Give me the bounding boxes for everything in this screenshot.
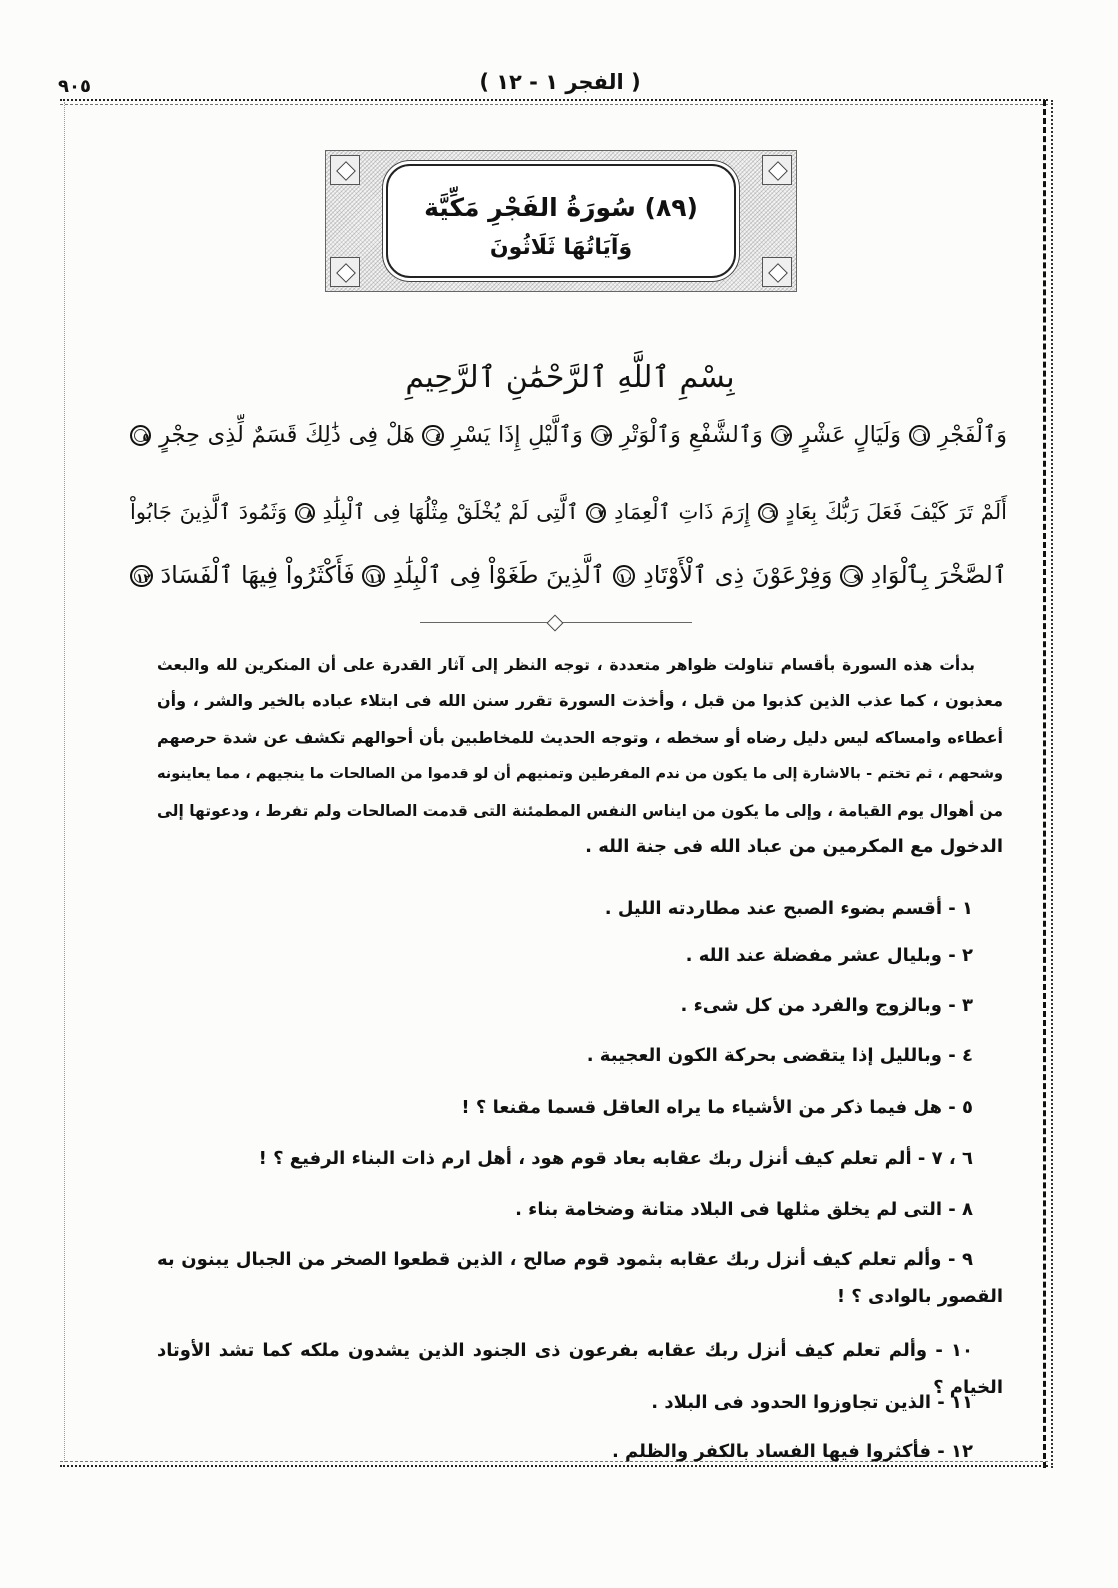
verse-number-marker: ٩	[840, 565, 863, 588]
verse-line	[130, 405, 1007, 465]
verse-explanation: ٦ ، ٧ - ألم تعلم كيف أنزل ربك عقابه بعاد قوم هود ، أهل ارم ذات البناء الرفيع ؟ !	[258, 1148, 973, 1169]
verse-text: وَثَمُودَ ٱلَّذِينَ جَابُواْ	[130, 500, 288, 524]
frame-right-border	[1043, 100, 1053, 1468]
verse-text: أَلَمْ تَرَ كَيْفَ فَعَلَ رَبُّكَ بِعَادٍ	[785, 500, 1007, 524]
verse-number-marker: ٧	[586, 503, 606, 523]
verse-text: وَٱلشَّفْعِ وَٱلْوَتْرِ	[619, 422, 763, 448]
banner-corner-ornament	[762, 257, 792, 287]
introduction-line: من أهوال يوم القيامة ، وإلى ما يكون من ايناس النفس المطمئنة التى قدمت الصالحات ولم تفرط ، ودعوتها إلى	[157, 801, 1003, 820]
verse-number-marker: ١١	[362, 565, 385, 588]
banner-corner-ornament	[330, 155, 360, 185]
introduction-line: بدأت هذه السورة بأقسام تناولت ظواهر متعددة ، توجه النظر إلى آثار القدرة على أن المنكرين لله والبعث	[157, 656, 975, 674]
verse-explanation: ١٢ - فأكثروا فيها الفساد بالكفر والظلم .	[611, 1441, 973, 1462]
verse-explanation: ١٠ - وألم تعلم كيف أنزل ربك عقابه بفرعون ذى الجنود الذين يشدون ملكه كما تشد الأوتاد الخيام ؟	[157, 1340, 1003, 1398]
verse-line	[130, 545, 1007, 605]
verse-text: وَفِرْعَوْنَ ذِى ٱلْأَوْتَادِ	[643, 561, 833, 589]
introduction-line: معذبون ، كما عذب الذين كذبوا من قبل ، وأخذت السورة تقرر سنن الله فى ابتلاء عباده بالخير والشر ، وأن	[157, 691, 1003, 711]
verse-explanation: ١ - أقسم بضوء الصبح عند مطاردته الليل .	[604, 898, 973, 919]
frame-left-border	[64, 102, 65, 1462]
verse-number-marker: ٨	[295, 503, 315, 523]
verse-text: هَلْ فِى ذَٰلِكَ قَسَمٌ لِّذِى حِجْرٍ	[159, 422, 415, 448]
verse-number-marker: ٦	[758, 503, 778, 523]
banner-corner-ornament	[762, 155, 792, 185]
verse-explanation: ٤ - وبالليل إذا يتقضى بحركة الكون العجيبة .	[586, 1045, 973, 1066]
introduction-line: الدخول مع المكرمين من عباد الله فى جنة الله .	[585, 836, 1003, 858]
verse-explanation: ٢ - وبليال عشر مفضلة عند الله .	[685, 945, 973, 966]
verse-text: ٱلَّتِى لَمْ يُخْلَقْ مِثْلُهَا فِى ٱلْبِلَٰدِ	[322, 500, 579, 524]
verse-explanation: ٣ - وبالزوج والفرد من كل شىء .	[680, 995, 973, 1016]
surah-verse-count: وَآيَاتُهَا ثَلَاثُونَ	[489, 235, 633, 260]
verse-explanation: ٩ - وألم تعلم كيف أنزل ربك عقابه بثمود قوم صالح ، الذين قطعوا الصخر من الجبال يبنون به القصور بالوادى ؟ !	[157, 1249, 1003, 1307]
divider-ornament-icon	[547, 615, 564, 632]
verse-explanation: ١١ - الذين تجاوزوا الحدود فى البلاد .	[651, 1392, 973, 1413]
verse-number-marker: ١٢	[130, 565, 153, 588]
basmala: بِسْمِ ٱللَّهِ ٱلرَّحْمَٰنِ ٱلرَّحِيمِ	[405, 360, 735, 395]
verse-text: ٱلَّذِينَ طَغَوْاْ فِى ٱلْبِلَٰدِ	[392, 561, 605, 589]
verse-text: وَٱلْفَجْرِ	[937, 422, 1008, 448]
verse-number-marker: ٢	[771, 425, 792, 446]
surah-banner-panel	[386, 164, 736, 278]
section-divider	[420, 622, 692, 623]
introduction-line: وشحهم ، ثم تختم - بالاشارة إلى ما يكون من ندم المفرطين وتمنيهم أن لو قدموا من الصالحات ما ينجيهم ، مما يعاينونه	[157, 766, 1003, 783]
frame-top-border	[60, 99, 1048, 105]
verse-text: إِرَمَ ذَاتِ ٱلْعِمَادِ	[614, 500, 751, 524]
banner-corner-ornament	[330, 257, 360, 287]
page-number: ٩٠٥	[58, 76, 91, 97]
running-header-title: ( الفجر ١ - ١٢ )	[479, 70, 641, 94]
surah-title: (٨٩) سُورَةُ الفَجْرِ مَكِّيَّة	[424, 193, 698, 222]
verse-number-marker: ١	[909, 425, 930, 446]
verse-number-marker: ٥	[130, 425, 151, 446]
verse-number-marker: ١٠	[613, 565, 636, 588]
verse-text: فَأَكْثَرُواْ فِيهَا ٱلْفَسَادَ	[160, 561, 355, 589]
verse-number-marker: ٤	[422, 425, 443, 446]
verse-explanation: ٨ - التى لم يخلق مثلها فى البلاد متانة وضخامة بناء .	[515, 1199, 973, 1220]
introduction-line: أعطاءه وامساكه ليس دليل رضاه أو سخطه ، وتوجه الحديث للمخاطبين بأن أحوالهم تكشف عن شدة حرصهم	[157, 727, 1003, 747]
verse-explanation: ٥ - هل فيما ذكر من الأشياء ما يراه العاقل قسما مقنعا ؟ !	[461, 1097, 973, 1118]
surah-banner	[325, 150, 797, 292]
verse-number-marker: ٣	[591, 425, 612, 446]
verse-line	[130, 482, 1007, 542]
introduction-paragraph	[157, 647, 1003, 865]
verse-text: وَلَيَالٍ عَشْرٍ	[799, 422, 902, 448]
verse-text: ٱلصَّخْرَ بِٱلْوَادِ	[870, 561, 1007, 589]
verse-text: وَٱلَّيْلِ إِذَا يَسْرِ	[451, 422, 583, 448]
